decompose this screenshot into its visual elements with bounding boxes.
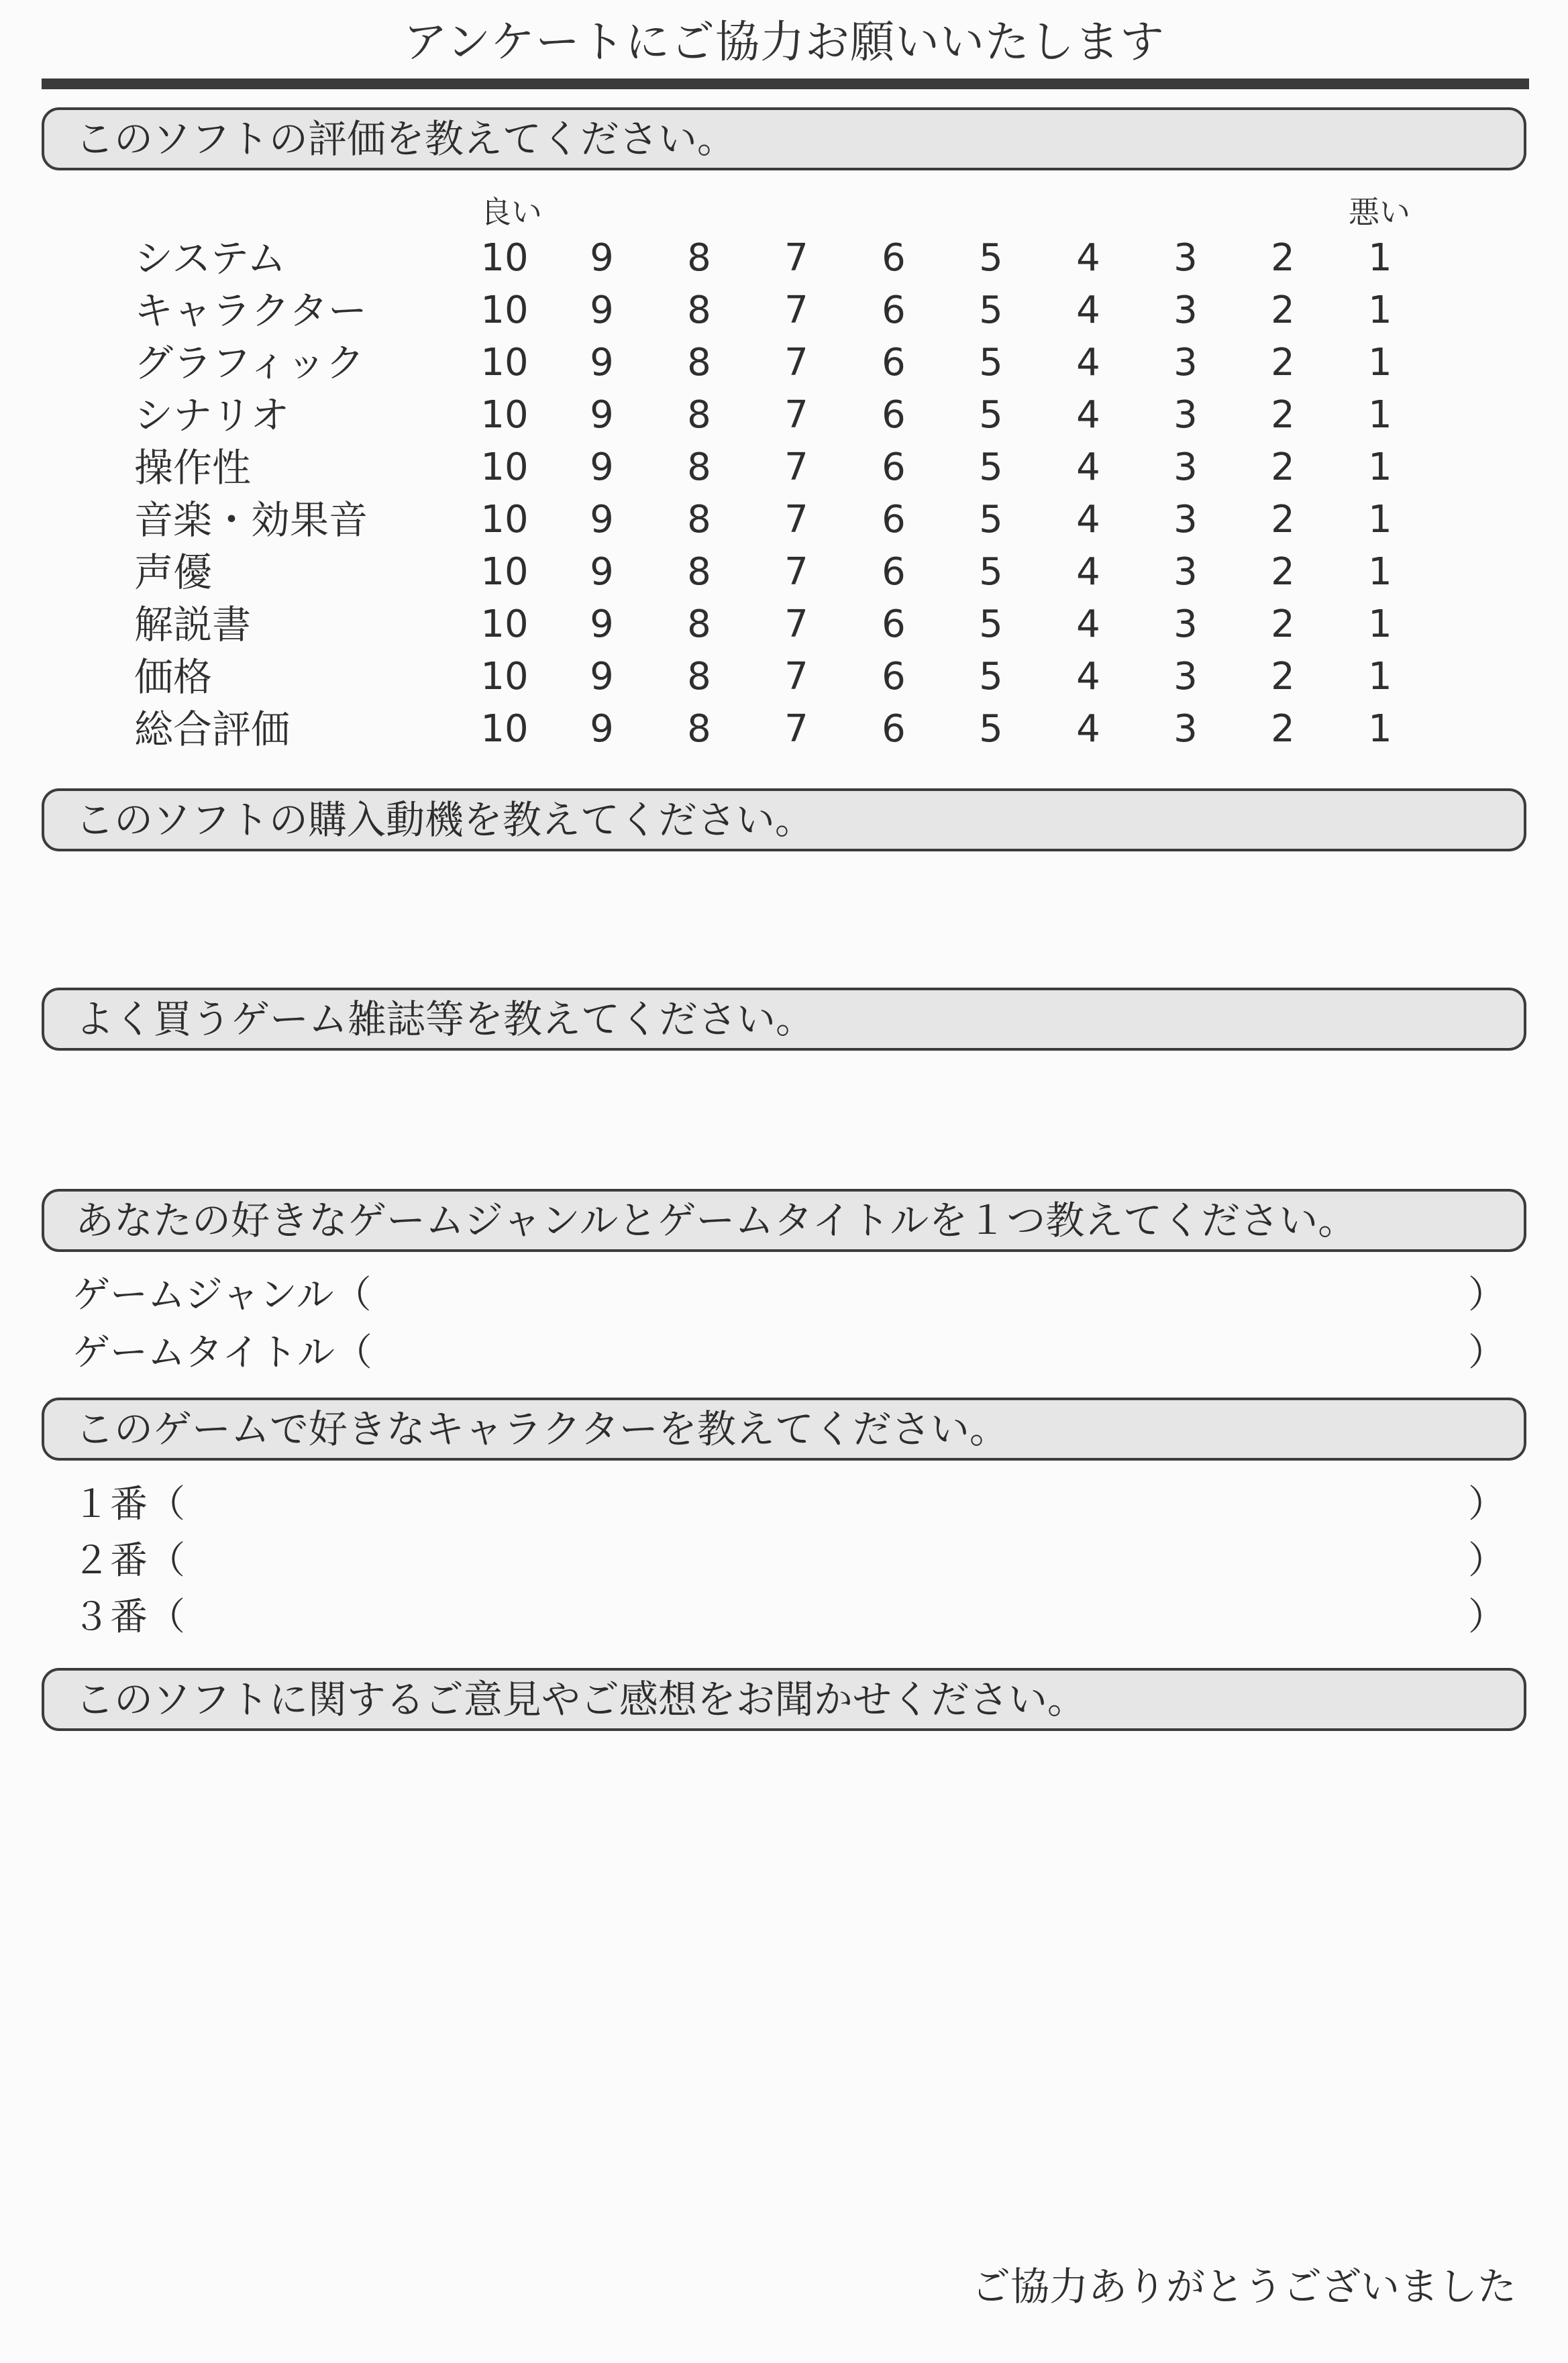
rating-score-option[interactable]: 5 xyxy=(979,602,1003,646)
section-magazine-header xyxy=(42,988,1526,1051)
section-motive-label: このソフトの購入動機を教えてください。 xyxy=(75,797,814,843)
section-character-header xyxy=(42,1398,1526,1461)
rating-score-option[interactable]: 9 xyxy=(590,707,614,751)
rating-score-option[interactable]: 3 xyxy=(1173,393,1198,437)
rating-score-option[interactable]: 3 xyxy=(1173,707,1198,751)
rating-score-option[interactable]: 4 xyxy=(1076,655,1100,698)
rating-score-option[interactable]: 2 xyxy=(1271,288,1295,332)
rating-score-option[interactable]: 9 xyxy=(590,445,614,489)
rating-score-option[interactable]: 6 xyxy=(882,707,906,751)
rating-score-option[interactable]: 6 xyxy=(882,550,906,594)
section-character-label: このゲームで好きなキャラクターを教えてください。 xyxy=(75,1406,1008,1452)
section-rating-header xyxy=(42,107,1526,170)
rating-score-option[interactable]: 8 xyxy=(687,445,711,489)
rating-score-option[interactable]: 1 xyxy=(1368,550,1392,594)
rating-score-option[interactable]: 2 xyxy=(1271,498,1295,541)
rating-score-option[interactable]: 4 xyxy=(1076,288,1100,332)
title-rule xyxy=(42,78,1529,89)
rating-score-option[interactable]: 9 xyxy=(590,602,614,646)
rating-score-option[interactable]: 5 xyxy=(979,655,1003,698)
rating-score-option[interactable]: 10 xyxy=(480,498,529,541)
section-magazine-label: よく買うゲーム雑誌等を教えてください。 xyxy=(75,996,815,1042)
rating-score-option[interactable]: 10 xyxy=(480,707,529,751)
rating-score-option[interactable]: 8 xyxy=(687,602,711,646)
rating-score-option[interactable]: 4 xyxy=(1076,341,1100,384)
section-opinion-header xyxy=(42,1668,1526,1731)
rating-score-option[interactable]: 6 xyxy=(882,393,906,437)
genre-field-close: ） xyxy=(1468,1273,1506,1317)
rating-score-option[interactable]: 2 xyxy=(1271,602,1295,646)
rating-score-option[interactable]: 3 xyxy=(1173,498,1198,541)
page-title: アンケートにご協力お願いいたします xyxy=(403,16,1165,68)
rating-score-option[interactable]: 8 xyxy=(687,393,711,437)
rating-score-option[interactable]: 4 xyxy=(1076,498,1100,541)
rating-score-option[interactable]: 6 xyxy=(882,445,906,489)
character-field-input[interactable] xyxy=(201,1480,1463,1530)
rating-score-option[interactable]: 5 xyxy=(979,236,1003,280)
rating-score-option[interactable]: 5 xyxy=(979,707,1003,751)
rating-score-option[interactable]: 8 xyxy=(687,655,711,698)
rating-score-option[interactable]: 9 xyxy=(590,655,614,698)
scale-bad-label: 悪い xyxy=(1349,194,1410,230)
rating-score-option[interactable]: 4 xyxy=(1076,393,1100,437)
rating-score-option[interactable]: 1 xyxy=(1368,707,1392,751)
rating-score-option[interactable]: 4 xyxy=(1076,236,1100,280)
rating-score-option[interactable]: 5 xyxy=(979,393,1003,437)
rating-score-option[interactable]: 5 xyxy=(979,341,1003,384)
section-favorite-label: あなたの好きなゲームジャンルとゲームタイトルを１つ教えてください。 xyxy=(75,1198,1357,1243)
character-field-close: ） xyxy=(1468,1595,1506,1639)
character-field-label: １番（ xyxy=(72,1483,185,1526)
title-field-label: ゲームタイトル（ xyxy=(72,1331,372,1375)
rating-score-option[interactable]: 6 xyxy=(882,602,906,646)
genre-field-label: ゲームジャンル（ xyxy=(72,1273,372,1317)
rating-score-option[interactable]: 6 xyxy=(882,288,906,332)
rating-score-option[interactable]: 9 xyxy=(590,550,614,594)
rating-score-option[interactable]: 6 xyxy=(882,655,906,698)
rating-score-option[interactable]: 2 xyxy=(1271,707,1295,751)
character-field-input[interactable] xyxy=(201,1593,1463,1642)
rating-score-option[interactable]: 7 xyxy=(784,550,808,594)
rating-score-option[interactable]: 4 xyxy=(1076,707,1100,751)
genre-field-input[interactable] xyxy=(349,1271,1463,1320)
rating-score-option[interactable]: 1 xyxy=(1368,236,1392,280)
rating-score-option[interactable]: 7 xyxy=(784,236,808,280)
rating-score-option[interactable]: 8 xyxy=(687,498,711,541)
title-field-input[interactable] xyxy=(349,1328,1463,1378)
rating-score-option[interactable]: 7 xyxy=(784,602,808,646)
rating-score-option[interactable]: 8 xyxy=(687,550,711,594)
rating-score-option[interactable]: 10 xyxy=(480,236,529,280)
rating-score-option[interactable]: 9 xyxy=(590,236,614,280)
rating-score-option[interactable]: 8 xyxy=(687,236,711,280)
magazine-answer-area[interactable] xyxy=(42,1059,1526,1179)
rating-row-label: 音楽・効果音 xyxy=(134,497,368,543)
rating-score-option[interactable]: 9 xyxy=(590,393,614,437)
rating-score-option[interactable]: 6 xyxy=(882,236,906,280)
rating-score-option[interactable]: 3 xyxy=(1173,236,1198,280)
rating-score-option[interactable]: 9 xyxy=(590,288,614,332)
rating-score-option[interactable]: 2 xyxy=(1271,341,1295,384)
opinion-answer-area[interactable] xyxy=(42,1744,1526,2241)
rating-score-option[interactable]: 7 xyxy=(784,655,808,698)
rating-score-option[interactable]: 5 xyxy=(979,498,1003,541)
rating-score-option[interactable]: 5 xyxy=(979,288,1003,332)
scale-good-label: 良い xyxy=(480,194,542,230)
rating-score-option[interactable]: 3 xyxy=(1173,445,1198,489)
rating-score-option[interactable]: 10 xyxy=(480,445,529,489)
rating-score-option[interactable]: 7 xyxy=(784,341,808,384)
rating-score-option[interactable]: 10 xyxy=(480,602,529,646)
rating-score-option[interactable]: 8 xyxy=(687,341,711,384)
rating-score-option[interactable]: 7 xyxy=(784,288,808,332)
rating-row-label: 総合評価 xyxy=(134,706,291,752)
rating-score-option[interactable]: 1 xyxy=(1368,341,1392,384)
rating-score-option[interactable]: 2 xyxy=(1271,393,1295,437)
rating-score-option[interactable]: 3 xyxy=(1173,602,1198,646)
rating-row-label: 操作性 xyxy=(134,445,252,490)
section-rating-label: このソフトの評価を教えてください。 xyxy=(75,116,736,162)
rating-score-option[interactable]: 10 xyxy=(480,550,529,594)
rating-score-option[interactable]: 7 xyxy=(784,707,808,751)
rating-score-option[interactable]: 1 xyxy=(1368,602,1392,646)
rating-score-option[interactable]: 8 xyxy=(687,707,711,751)
character-field-close: ） xyxy=(1468,1539,1506,1583)
rating-score-option[interactable]: 4 xyxy=(1076,602,1100,646)
rating-row-label: グラフィック xyxy=(134,340,365,386)
rating-score-option[interactable]: 3 xyxy=(1173,655,1198,698)
rating-row-label: システム xyxy=(134,235,286,281)
rating-row-label: キャラクター xyxy=(134,288,367,333)
rating-row-label: シナリオ xyxy=(134,392,290,438)
rating-score-option[interactable]: 7 xyxy=(784,498,808,541)
rating-score-option[interactable]: 3 xyxy=(1173,341,1198,384)
rating-score-option[interactable]: 10 xyxy=(480,341,529,384)
rating-score-option[interactable]: 1 xyxy=(1368,498,1392,541)
motive-answer-area[interactable] xyxy=(42,859,1526,980)
rating-score-option[interactable]: 5 xyxy=(979,550,1003,594)
rating-score-option[interactable]: 3 xyxy=(1173,550,1198,594)
section-opinion-label: このソフトに関するご意見やご感想をお聞かせください。 xyxy=(75,1677,1086,1722)
rating-score-option[interactable]: 5 xyxy=(979,445,1003,489)
title-field-close: ） xyxy=(1468,1331,1506,1375)
rating-score-option[interactable]: 9 xyxy=(590,498,614,541)
rating-score-option[interactable]: 9 xyxy=(590,341,614,384)
section-motive-header xyxy=(42,788,1526,851)
rating-score-option[interactable]: 7 xyxy=(784,393,808,437)
rating-score-option[interactable]: 2 xyxy=(1271,445,1295,489)
character-field-input[interactable] xyxy=(201,1536,1463,1586)
rating-score-option[interactable]: 1 xyxy=(1368,655,1392,698)
rating-score-option[interactable]: 1 xyxy=(1368,393,1392,437)
rating-score-option[interactable]: 1 xyxy=(1368,288,1392,332)
rating-score-option[interactable]: 2 xyxy=(1271,236,1295,280)
rating-score-option[interactable]: 10 xyxy=(480,288,529,332)
character-field-label: ３番（ xyxy=(72,1595,185,1639)
rating-score-option[interactable]: 4 xyxy=(1076,445,1100,489)
rating-row-label: 声優 xyxy=(134,549,213,595)
rating-score-option[interactable]: 8 xyxy=(687,288,711,332)
character-field-label: ２番（ xyxy=(72,1539,185,1583)
rating-score-option[interactable]: 1 xyxy=(1368,445,1392,489)
rating-score-option[interactable]: 4 xyxy=(1076,550,1100,594)
rating-score-option[interactable]: 10 xyxy=(480,393,529,437)
character-field-close: ） xyxy=(1468,1483,1506,1526)
rating-score-option[interactable]: 6 xyxy=(882,498,906,541)
rating-score-option[interactable]: 2 xyxy=(1271,655,1295,698)
rating-score-option[interactable]: 7 xyxy=(784,445,808,489)
section-favorite-header xyxy=(42,1189,1526,1252)
thanks-text: ご協力ありがとうございました xyxy=(972,2264,1517,2309)
rating-score-option[interactable]: 3 xyxy=(1173,288,1198,332)
rating-row-label: 価格 xyxy=(134,654,213,700)
rating-row-label: 解説書 xyxy=(134,602,252,647)
rating-score-option[interactable]: 2 xyxy=(1271,550,1295,594)
rating-score-option[interactable]: 10 xyxy=(480,655,529,698)
rating-score-option[interactable]: 6 xyxy=(882,341,906,384)
